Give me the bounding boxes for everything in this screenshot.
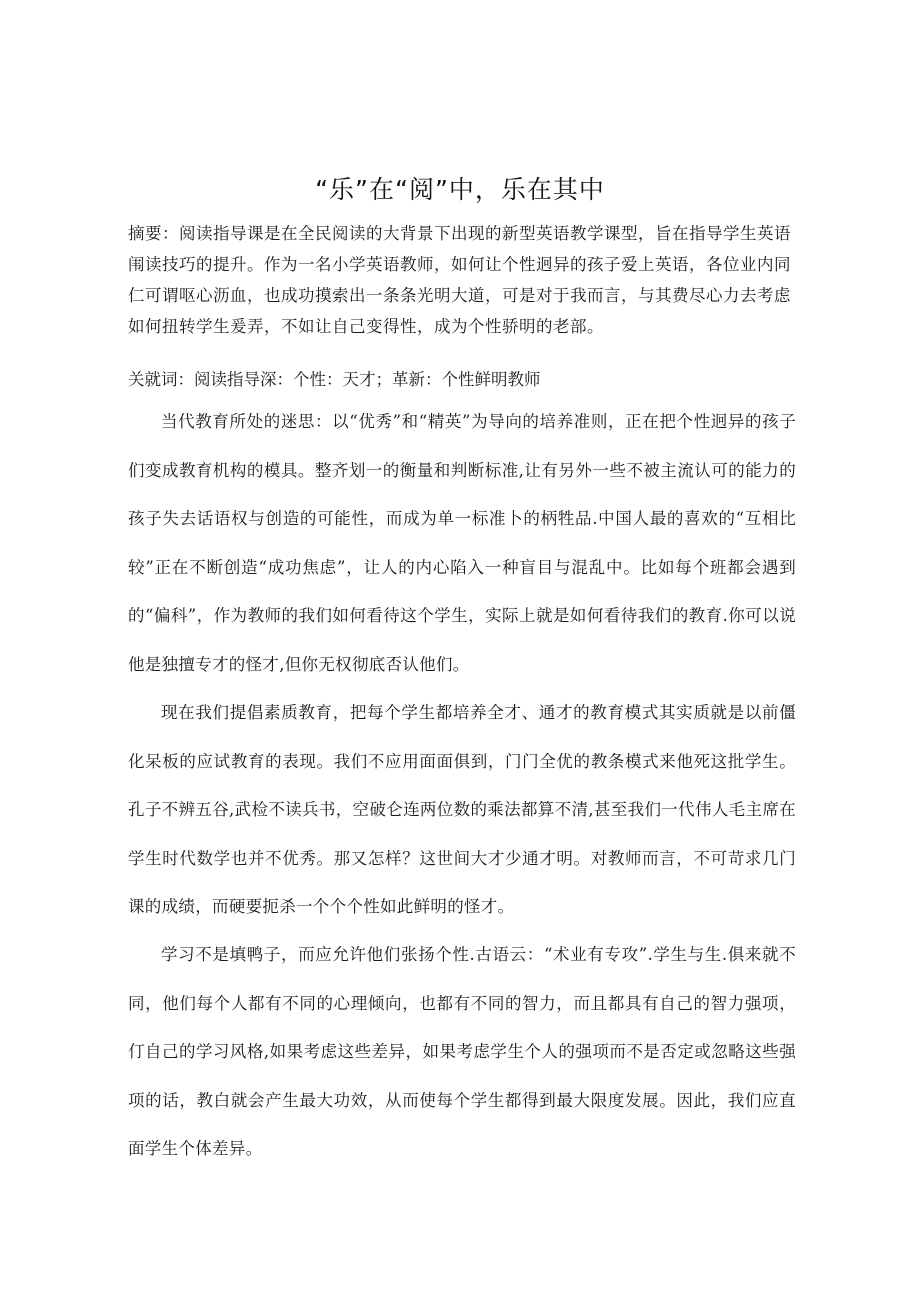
document-title: “乐”在“阅”中，乐在其中 <box>315 175 605 204</box>
body-paragraph-3: 学习不是填鸭子，而应允许他们张扬个性.古语云：“术业有专攻”.学生与生.俱来就不同，他们每个人都有不同的心理倾向，也都有不同的智力，而且都具有自己的智力强项，仃自己的学习风格,如果考虑这些差异，如果考虑学生个人的强项而不是否定或忽略这些强项的话，教白就会产生最大功效，从而使每个学生都得到最大限度发展。因此，我们应直面学生个体差异。 <box>128 945 796 1158</box>
abstract-paragraph: 摘要：阅读指导课是在全民阅读的大背景下出现的新型英语教学课型，旨在指导学生英语闱读技巧的提升。作为一名小学英语教师，如何让个性迥异的孩子爱上英语，各位业内同仁可谓呕心沥血，也成功摸索出一条条光明大道，可是对于我而言，与其费尽心力去考虑如何扭转学生爰弄，不如让自己变得性，成为个性骄明的老部。 <box>128 224 791 336</box>
body-paragraph-1: 当代教育所处的迷思：以“优秀”和“精英”为导向的培养准则，正在把个性迥异的孩子们变成教育机构的模具。整齐划一的衡量和判断标准,让有另外一些不被主流认可的能力的孩子失去话语权与创造的可能性，而成为单一标准卜的柄牲品.中国人最的喜欢的“互相比较”正在不断创造“成功焦虑”，让人的内心陷入一种盲目与混乱中。比如每个班都会遇到的“偏科”，作为教师的我们如何看待这个学生，实际上就是如何看待我们的教育.你可以说他是独擅专才的怪才,但你无权彻底否认他们。 <box>128 412 796 674</box>
body-paragraph-2: 现在我们提倡素质教育，把每个学生都培养全才、通才的教育模式其实质就是以前僵化呆板的应试教育的表现。我们不应用面面俱到，门门全优的教条模式来他死这批学生。孔子不辨五谷,武检不读兵书，空破仑连两位数的乘法都算不清,甚至我们一代伟人毛主席在学生时代数学也并不优秀。那又怎样？这世间大才少通才明。对教师而言，不可苛求几门课的成绩，而硬要扼杀一个个个性如此鲜明的怪才。 <box>128 703 796 916</box>
keywords-line: 关就词：阅读指导深：个性：天才；革新：个性鲜明教师 <box>128 370 541 389</box>
